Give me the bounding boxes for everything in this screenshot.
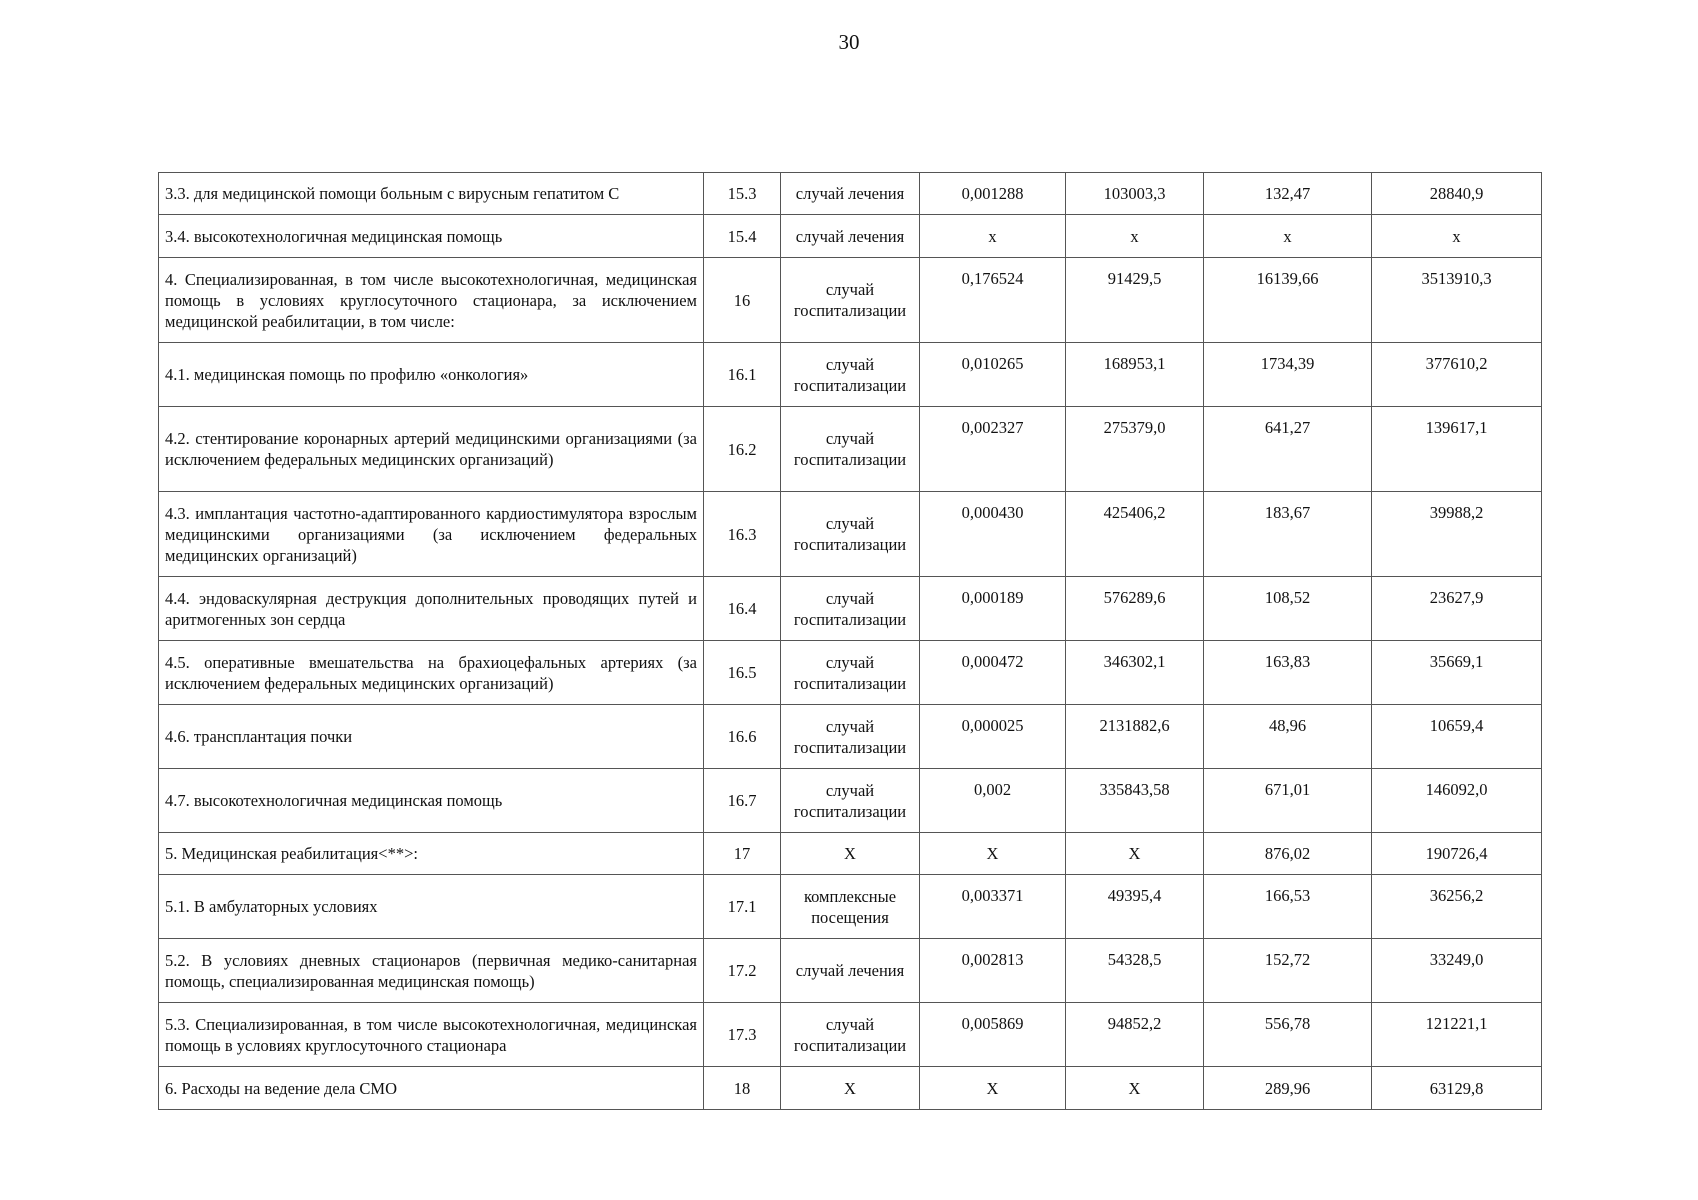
row-value-1: 0,000025 (920, 705, 1066, 769)
row-value-1: 0,002327 (920, 407, 1066, 492)
row-value-2: 425406,2 (1066, 492, 1204, 577)
row-value-3: 289,96 (1204, 1067, 1372, 1110)
table-row (159, 407, 1542, 492)
row-value-4: 139617,1 (1372, 407, 1542, 492)
row-value-2: 346302,1 (1066, 641, 1204, 705)
row-unit: случай госпитализации (781, 258, 920, 343)
table-row (159, 215, 1542, 258)
row-value-1: 0,003371 (920, 875, 1066, 939)
row-unit: случай лечения (781, 215, 920, 258)
row-value-1: 0,005869 (920, 1003, 1066, 1067)
table-row (159, 343, 1542, 407)
row-name: 4.6. трансплантация почки (159, 705, 704, 769)
row-code: 17.2 (704, 939, 781, 1003)
row-code: 17.3 (704, 1003, 781, 1067)
row-value-3: 1734,39 (1204, 343, 1372, 407)
table-row (159, 641, 1542, 705)
row-value-3: 16139,66 (1204, 258, 1372, 343)
row-value-1: 0,000430 (920, 492, 1066, 577)
row-value-3: 641,27 (1204, 407, 1372, 492)
row-code: 16.4 (704, 577, 781, 641)
row-value-2: 94852,2 (1066, 1003, 1204, 1067)
row-value-2: Х (1066, 1067, 1204, 1110)
row-unit: комплексные посещения (781, 875, 920, 939)
row-value-1: 0,000472 (920, 641, 1066, 705)
row-value-4: 39988,2 (1372, 492, 1542, 577)
row-value-2: 576289,6 (1066, 577, 1204, 641)
row-name: 5.2. В условиях дневных стационаров (первичная медико-санитарная помощь, специализированная медицинская помощь) (159, 939, 704, 1003)
table-row (159, 1067, 1542, 1110)
row-code: 16.6 (704, 705, 781, 769)
row-name: 4.5. оперативные вмешательства на брахиоцефальных артериях (за исключением федеральных медицинских организаций) (159, 641, 704, 705)
data-table (158, 172, 1542, 1110)
row-value-4: 377610,2 (1372, 343, 1542, 407)
row-name: 5.1. В амбулаторных условиях (159, 875, 704, 939)
row-code: 16.5 (704, 641, 781, 705)
table-row (159, 492, 1542, 577)
row-unit: случай лечения (781, 173, 920, 215)
row-value-4: 10659,4 (1372, 705, 1542, 769)
row-value-3: 166,53 (1204, 875, 1372, 939)
row-value-1: 0,010265 (920, 343, 1066, 407)
row-unit: случай госпитализации (781, 1003, 920, 1067)
row-value-3: 556,78 (1204, 1003, 1372, 1067)
row-code: 16.3 (704, 492, 781, 577)
row-code: 15.4 (704, 215, 781, 258)
table-row (159, 258, 1542, 343)
table-row (159, 705, 1542, 769)
row-code: 16.1 (704, 343, 781, 407)
row-value-2: 335843,58 (1066, 769, 1204, 833)
row-value-1: Х (920, 1067, 1066, 1110)
row-value-4: х (1372, 215, 1542, 258)
row-value-3: 876,02 (1204, 833, 1372, 875)
row-value-3: 48,96 (1204, 705, 1372, 769)
row-value-4: 36256,2 (1372, 875, 1542, 939)
row-value-1: 0,000189 (920, 577, 1066, 641)
row-value-1: 0,002 (920, 769, 1066, 833)
row-unit: случай госпитализации (781, 769, 920, 833)
row-unit: случай госпитализации (781, 407, 920, 492)
row-value-2: 103003,3 (1066, 173, 1204, 215)
row-unit: случай госпитализации (781, 492, 920, 577)
row-value-4: 23627,9 (1372, 577, 1542, 641)
row-code: 17.1 (704, 875, 781, 939)
row-value-1: 0,001288 (920, 173, 1066, 215)
row-value-4: 3513910,3 (1372, 258, 1542, 343)
row-code: 18 (704, 1067, 781, 1110)
table-row (159, 173, 1542, 215)
row-value-2: 168953,1 (1066, 343, 1204, 407)
row-value-2: 49395,4 (1066, 875, 1204, 939)
table-row (159, 833, 1542, 875)
row-value-1: 0,176524 (920, 258, 1066, 343)
row-value-3: 132,47 (1204, 173, 1372, 215)
page-number: 30 (838, 30, 860, 54)
row-value-3: 183,67 (1204, 492, 1372, 577)
row-value-2: х (1066, 215, 1204, 258)
row-name: 4.4. эндоваскулярная деструкция дополнительных проводящих путей и аритмогенных зон сердца (159, 577, 704, 641)
row-unit: случай госпитализации (781, 641, 920, 705)
row-value-4: 63129,8 (1372, 1067, 1542, 1110)
row-name: 3.3. для медицинской помощи больным с вирусным гепатитом С (159, 173, 704, 215)
row-name: 5.3. Специализированная, в том числе высокотехнологичная, медицинская помощь в условиях круглосуточного стационара (159, 1003, 704, 1067)
row-value-2: 54328,5 (1066, 939, 1204, 1003)
row-name: 4.7. высокотехнологичная медицинская помощь (159, 769, 704, 833)
row-value-4: 146092,0 (1372, 769, 1542, 833)
row-value-1: 0,002813 (920, 939, 1066, 1003)
table-row (159, 1003, 1542, 1067)
row-value-2: 275379,0 (1066, 407, 1204, 492)
row-code: 16.7 (704, 769, 781, 833)
row-value-3: 152,72 (1204, 939, 1372, 1003)
row-value-3: 163,83 (1204, 641, 1372, 705)
row-code: 15.3 (704, 173, 781, 215)
row-value-2: Х (1066, 833, 1204, 875)
row-unit: случай госпитализации (781, 343, 920, 407)
table-row (159, 769, 1542, 833)
row-value-3: 108,52 (1204, 577, 1372, 641)
row-value-2: 91429,5 (1066, 258, 1204, 343)
row-unit: случай госпитализации (781, 705, 920, 769)
row-code: 17 (704, 833, 781, 875)
row-value-3: х (1204, 215, 1372, 258)
row-unit: случай госпитализации (781, 577, 920, 641)
table-row (159, 875, 1542, 939)
row-name: 5. Медицинская реабилитация<**>: (159, 833, 704, 875)
row-name: 4.3. имплантация частотно-адаптированного кардиостимулятора взрослым медицинскими организациями (за исключением федеральных медицинских организаций) (159, 492, 704, 577)
row-name: 4.1. медицинская помощь по профилю «онкология» (159, 343, 704, 407)
row-name: 3.4. высокотехнологичная медицинская помощь (159, 215, 704, 258)
row-unit: случай лечения (781, 939, 920, 1003)
row-code: 16.2 (704, 407, 781, 492)
row-value-2: 2131882,6 (1066, 705, 1204, 769)
table-row (159, 577, 1542, 641)
row-value-3: 671,01 (1204, 769, 1372, 833)
table-row (159, 939, 1542, 1003)
row-value-4: 35669,1 (1372, 641, 1542, 705)
row-value-4: 190726,4 (1372, 833, 1542, 875)
row-unit: Х (781, 833, 920, 875)
row-value-1: х (920, 215, 1066, 258)
row-value-4: 33249,0 (1372, 939, 1542, 1003)
row-value-4: 121221,1 (1372, 1003, 1542, 1067)
row-value-4: 28840,9 (1372, 173, 1542, 215)
row-code: 16 (704, 258, 781, 343)
row-value-1: Х (920, 833, 1066, 875)
row-unit: Х (781, 1067, 920, 1110)
row-name: 4.2. стентирование коронарных артерий медицинскими организациями (за исключением федеральных медицинских организаций) (159, 407, 704, 492)
row-name: 6. Расходы на ведение дела СМО (159, 1067, 704, 1110)
row-name: 4. Специализированная, в том числе высокотехнологичная, медицинская помощь в условиях круглосуточного стационара, за исключением медицинской реабилитации, в том числе: (159, 258, 704, 343)
